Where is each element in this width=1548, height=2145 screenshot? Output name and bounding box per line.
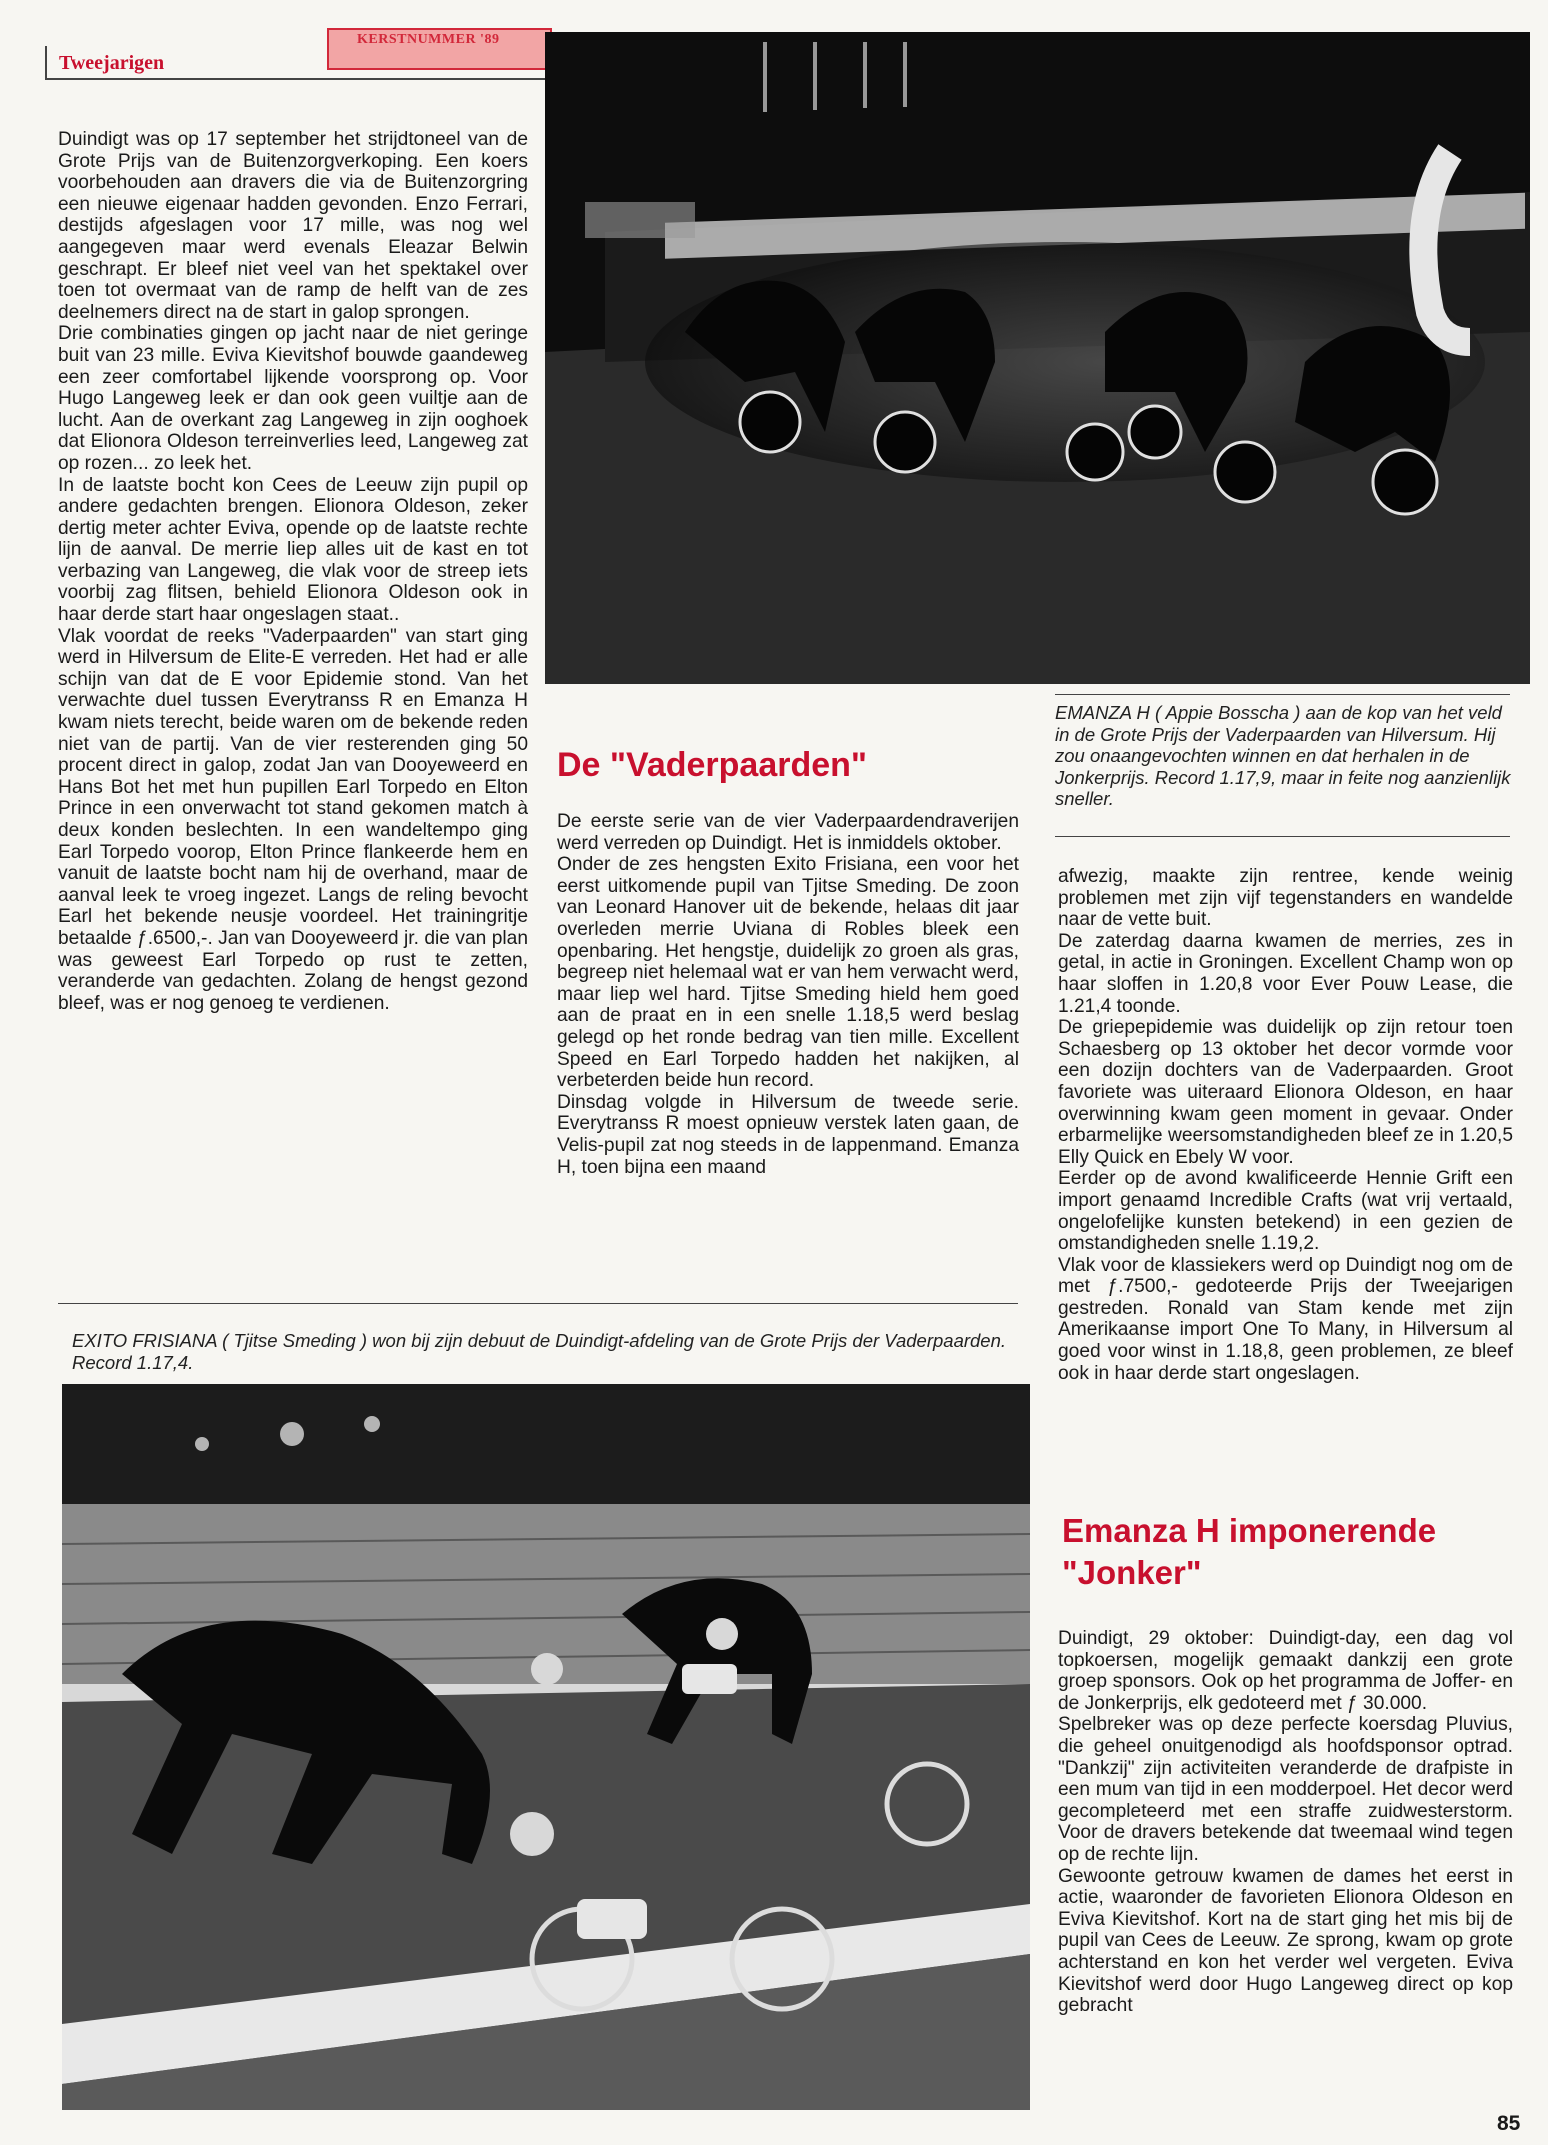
article-column-1 <box>58 129 528 1014</box>
article-column-2 <box>557 811 1019 1178</box>
vaderpaarden-heading: De "Vaderpaarden" <box>557 746 868 784</box>
bottom-race-photo <box>62 1384 1030 2110</box>
top-race-photo <box>545 32 1530 684</box>
paragraph: Vlak voordat de reeks "Vaderpaarden" van start ging werd in Hilversum de Elite-E verreden. Het had er alle schijn van dat de E voor Epidemie stond. Van het verwachte duel tussen Everytranss R en Emanza H kwam niets terecht, beide waren om de bekende reden niet van de partij. Van de vier resterenden ging 50 procent direct in galop, zodat Jan van Dooyeweerd en Hans Bot het met hun pupillen Earl Torpedo en Elton Prince in een onverwacht tot stand gekomen match à deux konden beslechten. In een wandeltempo ging Earl Torpedo voorop, Elton Prince flankeerde hem en vanuit de laatste bocht nam hij de overhand, maar de aanval leek te vroeg ingezet. Langs de reling bevocht Earl het bekende neusje voordeel. Het trainingritje betaalde ƒ.6500,-. Jan van Dooyeweerd jr. die van plan was geweest Earl Torpedo op rust te zetten, veranderde van gedachten. Zolang de hengst gezond bleef, was er nog genoeg te verdienen. <box>58 625 528 1014</box>
top-race-photo-image <box>545 32 1530 684</box>
paragraph: Duindigt, 29 oktober: Duindigt-day, een dag vol topkoersen, mogelijk gemaakt dankzij een grote groep sponsors. Ook op het programma de Joffer- en de Jonkerprijs, elk gedoteerd met ƒ 30.000. <box>1058 1628 1513 1714</box>
bottom-race-photo-image <box>62 1384 1030 2110</box>
section-title: Tweejarigen <box>59 52 170 75</box>
bottom-photo-caption: EXITO FRISIANA ( Tjitse Smeding ) won bij zijn debuut de Duindigt-afdeling van de Grote Prijs der Vaderpaarden. Record 1.17,4. <box>72 1330 1007 1373</box>
paragraph: Onder de zes hengsten Exito Frisiana, een voor het eerst uitkomende pupil van Tjitse Smeding. De zoon van Leonard Hanover uit de bekende, helaas dit jaar overleden merrie Uviana di Robles bleek een openbaring. Het hengstje, duidelijk zo groen als gras, begreep niet helemaal wat er van hem verwacht werd, maar liep wel hard. Tjitse Smeding hield hem goed aan de praat en in een snelle 1.18,5 werd beslag gelegd op het ronde bedrag van tien mille. Excellent Speed en Earl Torpedo hadden het nakijken, al verbeterden beide hun record. <box>557 854 1019 1092</box>
paragraph: Gewoonte getrouw kwamen de dames het eerst in actie, waaronder de favorieten Elionora Oldeson en Eviva Kievitshof. Kort na de start ging het mis bij de pupil van Cees de Leeuw. Ze sprong, kwam op grote achterstand en kon het verder wel vergeten. Eviva Kievitshof werd door Hugo Langeweg direct op kop gebracht <box>1058 1865 1513 2017</box>
paragraph: In de laatste bocht kon Cees de Leeuw zijn pupil op andere gedachten brengen. Elionora Oldeson, zeker dertig meter achter Eviva, opende op de laatste rechte lijn de aanval. De merrie liep alles uit de kast en tot verbazing van Langeweg, die vlak voor de streep iets voorbij zag flitsen, behield Elionora Oldeson ook in haar derde start haar ongeslagen staat.. <box>58 474 528 626</box>
paragraph: Dinsdag volgde in Hilversum de tweede serie. Everytranss R moest opnieuw verstek laten gaan, de Velis-pupil zat nog steeds in de lappenmand. Emanza H, toen bijna een maand <box>557 1091 1019 1178</box>
paragraph: Duindigt was op 17 september het strijdtoneel van de Grote Prijs van de Buitenzorgverkoping. Een koers voorbehouden aan dravers die via de Buitenzorgring een nieuwe eigenaar hadden gevonden. Enzo Ferrari, destijds afgeslagen voor 17 mille, was nog wel aangegeven maar werd evenals Eleazar Belwin geschrapt. Er bleef niet veel van het spektakel over toen tot overmaat van de ramp de helft van de zes deelnemers direct na de start in galop sprongen. <box>58 129 528 323</box>
article-column-4 <box>1058 1628 1513 2017</box>
paragraph: De griepepidemie was duidelijk op zijn retour toen Schaesberg op 13 oktober het decor vormde voor een dozijn dochters van de Vaderpaarden. Groot favoriete was uiteraard Elionora Oldeson, en haar overwinning kwam geen moment in gevaar. Onder erbarmelijke weersomstandigheden bleef ze in 1.20,5 Elly Quick en Ebely W voor. <box>1058 1017 1513 1168</box>
paragraph: De eerste serie van de vier Vaderpaardendraverijen werd verreden op Duindigt. Het is inmiddels oktober. <box>557 811 1019 854</box>
paragraph: Spelbreker was op deze perfecte koersdag Pluvius, die geheel onuitgenodigd als hoofdsponsor optrad. "Dankzij" zijn activiteiten veranderde de drafpiste in een mum van tijd in een modderpoel. Het decor werd gecompleteerd met een straffe zuidwesterstorm. Voor de dravers betekende dat tweemaal wind tegen op de rechte lijn. <box>1058 1714 1513 1865</box>
emanza-heading-line1: Emanza H imponerende <box>1062 1512 1437 1549</box>
column-rule-right <box>1055 836 1510 837</box>
paragraph: Vlak voor de klassiekers werd op Duindigt nog om de met ƒ.7500,- gedoteerde Prijs der Tweejarigen gestreden. Ronald van Stam kende met zijn Amerikaanse import One To Many, in Hilversum al goed voor winst in 1.18,8, geen problemen, ze bleef ook in haar derde start ongeslagen. <box>1058 1254 1513 1384</box>
top-photo-caption: EMANZA H ( Appie Bosscha ) aan de kop van het veld in de Grote Prijs der Vaderpaarden van Hilversum. Hij zou onaangevochten winnen en dat herhalen in de Jonkerprijs. Record 1.17,9, maar in feite nog aanzienlijk sneller. <box>1055 702 1511 809</box>
top-photo-rule <box>1055 694 1510 695</box>
paragraph: afwezig, maakte zijn rentree, kende weinig problemen met zijn vijf tegenstanders en wandelde naar de vette buit. <box>1058 866 1513 931</box>
article-column-3 <box>1058 866 1513 1384</box>
paragraph: De zaterdag daarna kwamen de merries, zes in getal, in actie in Groningen. Excellent Champ won op haar sloffen in 1.20,8 voor Ever Pouw Lease, die 1.21,4 toonde. <box>1058 930 1513 1017</box>
page-number: 85 <box>1497 2112 1521 2135</box>
paragraph: Eerder op de avond kwalificeerde Hennie Grift een import genaamd Incredible Crafts (wat vrij vertaald, ongelofelijke kunsten betekend) in een gezien de omstandigheden snelle 1.19,2. <box>1058 1168 1513 1255</box>
issue-label: KERSTNUMMER '89 <box>357 32 500 47</box>
paragraph: Drie combinaties gingen op jacht naar de niet geringe buit van 23 mille. Eviva Kievitshof bouwde gaandeweg een zeer comfortabel lijkende voorsprong op. Voor Hugo Langeweg leek er dan ook geen vuiltje aan de lucht. Aan de overkant zag Langeweg in zijn ooghoek dat Elionora Oldeson terreinverlies leed, Langeweg zat op rozen... zo leek het. <box>58 323 528 474</box>
bottom-photo-rule <box>58 1303 1018 1304</box>
emanza-heading <box>1062 1510 1436 1594</box>
emanza-heading-line2: "Jonker" <box>1062 1554 1202 1591</box>
section-header <box>45 28 505 88</box>
